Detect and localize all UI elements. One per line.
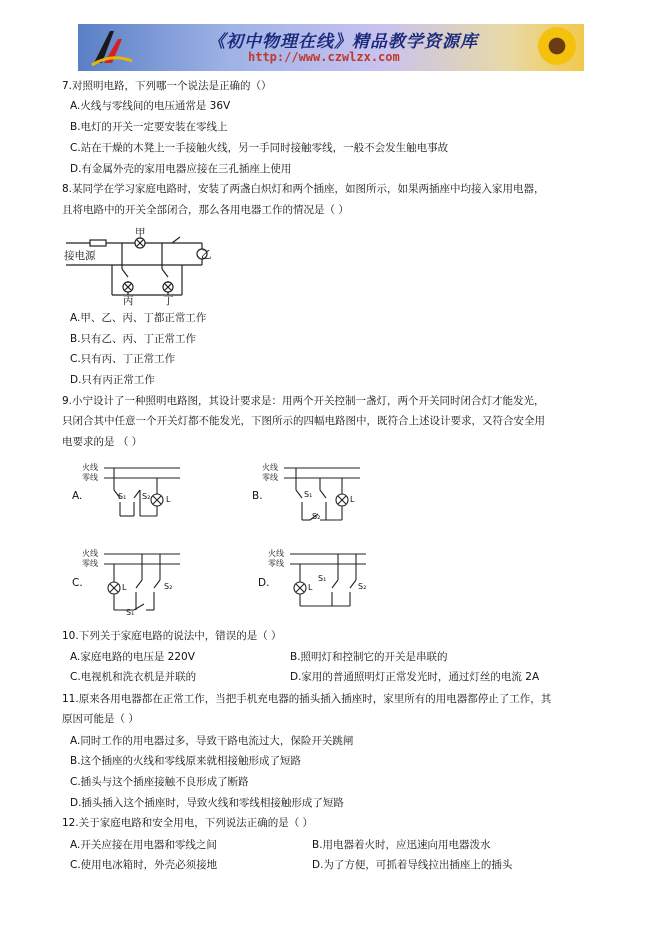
q11-option-b: B.这个插座的火线和零线原来就相接触形成了短路 bbox=[70, 755, 302, 767]
q12-option-b: B.用电器着火时，应迅速向用电器泼水 bbox=[312, 839, 491, 851]
q8-option-a: A.甲、乙、丙、丁都正常工作 bbox=[70, 312, 207, 324]
q9b-live-label: 火线 bbox=[262, 463, 278, 472]
q7-option-b: B.电灯的开关一定要安装在零线上 bbox=[70, 121, 228, 133]
q8-option-c: C.只有丙、丁正常工作 bbox=[70, 353, 176, 365]
q9-circuit-a bbox=[82, 462, 182, 530]
banner-title: 《初中物理在线》精品教学资源库 bbox=[208, 32, 478, 52]
q8-figure-label-jia: 甲 bbox=[135, 227, 146, 239]
q11-option-a: A.同时工作的用电器过多，导致干路电流过大，保险开关跳闸 bbox=[70, 735, 354, 747]
q7-option-d: D.有金属外壳的家用电器应接在三孔插座上使用 bbox=[70, 163, 292, 175]
q12-stem: 12.关于家庭电路和安全用电，下列说法正确的是（ ） bbox=[62, 817, 314, 829]
q7-stem: 7.对照明电路，下列哪一个说法是正确的（） bbox=[62, 80, 272, 92]
q9-option-d-label: D. bbox=[258, 577, 270, 589]
q9d-s2-label: S₂ bbox=[358, 582, 367, 591]
q8-figure-label-ding: 丁 bbox=[163, 295, 174, 307]
q8-stem-line1: 8.某同学在学习家庭电路时，安装了两盏白炽灯和两个插座，如图所示，如果两插座中均接入家用电器， bbox=[62, 183, 545, 195]
header-banner bbox=[78, 24, 584, 71]
q12-option-d: D.为了方便，可抓着导线拉出插座上的插头 bbox=[312, 859, 513, 871]
q9a-lamp-label: L bbox=[166, 495, 171, 504]
q12-option-c: C.使用电冰箱时，外壳必须接地 bbox=[70, 859, 218, 871]
q9c-lamp-label: L bbox=[122, 583, 127, 592]
sunflower-icon bbox=[538, 27, 576, 65]
q9-option-b-label: B. bbox=[252, 490, 263, 502]
q8-option-b: B.只有乙、丙、丁正常工作 bbox=[70, 333, 197, 345]
q9a-live-label: 火线 bbox=[82, 463, 98, 472]
q9a-s2-label: S₂ bbox=[142, 492, 151, 501]
q11-stem-line1: 11.原来各用电器都在正常工作，当把手机充电器的插头插入插座时，家里所有的用电器都停止了工作，其 bbox=[62, 693, 552, 705]
q9d-lamp-label: L bbox=[308, 583, 313, 592]
q9-circuit-d bbox=[268, 548, 368, 620]
q10-option-b: B.照明灯和控制它的开关是串联的 bbox=[290, 651, 448, 663]
q9d-s1-label: S₁ bbox=[318, 574, 327, 583]
q9d-live-label: 火线 bbox=[268, 549, 284, 558]
q9-option-a-label: A. bbox=[72, 490, 83, 502]
q10-stem: 10.下列关于家庭电路的说法中，错误的是（ ） bbox=[62, 630, 282, 642]
q9a-s1-label: S₁ bbox=[118, 492, 127, 501]
q12-option-a: A.开关应接在用电器和零线之间 bbox=[70, 839, 217, 851]
q9c-s1-label: S₁ bbox=[126, 608, 135, 617]
q9-option-c-label: C. bbox=[72, 577, 83, 589]
site-logo-icon bbox=[88, 27, 134, 68]
q9b-neutral-label: 零线 bbox=[262, 473, 278, 482]
q11-option-c: C.插头与这个插座接触不良形成了断路 bbox=[70, 776, 249, 788]
q9b-s1-label: S₁ bbox=[304, 490, 313, 499]
q9d-neutral-label: 零线 bbox=[268, 559, 284, 568]
banner-url: http://www.czwlzx.com bbox=[248, 50, 400, 64]
q10-option-d: D.家用的普通照明灯正常发光时，通过灯丝的电流 2A bbox=[290, 671, 540, 683]
q8-stem-line2: 且将电路中的开关全部闭合，那么各用电器工作的情况是（ ） bbox=[62, 204, 349, 216]
q9c-s2-label: S₂ bbox=[164, 582, 173, 591]
q9c-neutral-label: 零线 bbox=[82, 559, 98, 568]
q9b-s2-label: S₂ bbox=[312, 512, 321, 521]
q8-figure-label-yi: 乙 bbox=[201, 249, 212, 261]
q8-figure-source-label: 接电源 bbox=[64, 250, 96, 262]
q10-option-c: C.电视机和洗衣机是并联的 bbox=[70, 671, 197, 683]
q7-option-a: A.火线与零线间的电压通常是 36V bbox=[70, 100, 231, 112]
q9-stem-line1: 9.小宁设计了一种照明电路图，其设计要求是：用两个开关控制一盏灯，两个开关同时闭合灯才能发光， bbox=[62, 395, 545, 407]
q9c-live-label: 火线 bbox=[82, 549, 98, 558]
q9a-neutral-label: 零线 bbox=[82, 473, 98, 482]
q8-circuit-figure bbox=[62, 225, 212, 305]
q9-circuit-b bbox=[262, 462, 362, 530]
q8-option-d: D.只有丙正常工作 bbox=[70, 374, 155, 386]
q9-circuit-c bbox=[82, 548, 182, 620]
q7-option-c: C.站在干燥的木凳上一手接触火线，另一手同时接触零线，一般不会发生触电事故 bbox=[70, 142, 449, 154]
q11-stem-line2: 原因可能是（ ） bbox=[62, 713, 139, 725]
q9-stem-line2: 只闭合其中任意一个开关灯都不能发光，下图所示的四幅电路图中，既符合上述设计要求，又符合安全用 bbox=[62, 415, 545, 427]
q10-option-a: A.家庭电路的电压是 220V bbox=[70, 651, 195, 663]
q11-option-d: D.插头插入这个插座时，导致火线和零线相接触形成了短路 bbox=[70, 797, 344, 809]
q8-figure-label-bing: 丙 bbox=[123, 295, 134, 307]
q9b-lamp-label: L bbox=[350, 495, 355, 504]
q9-stem-line3: 电要求的是 （ ） bbox=[62, 436, 143, 448]
